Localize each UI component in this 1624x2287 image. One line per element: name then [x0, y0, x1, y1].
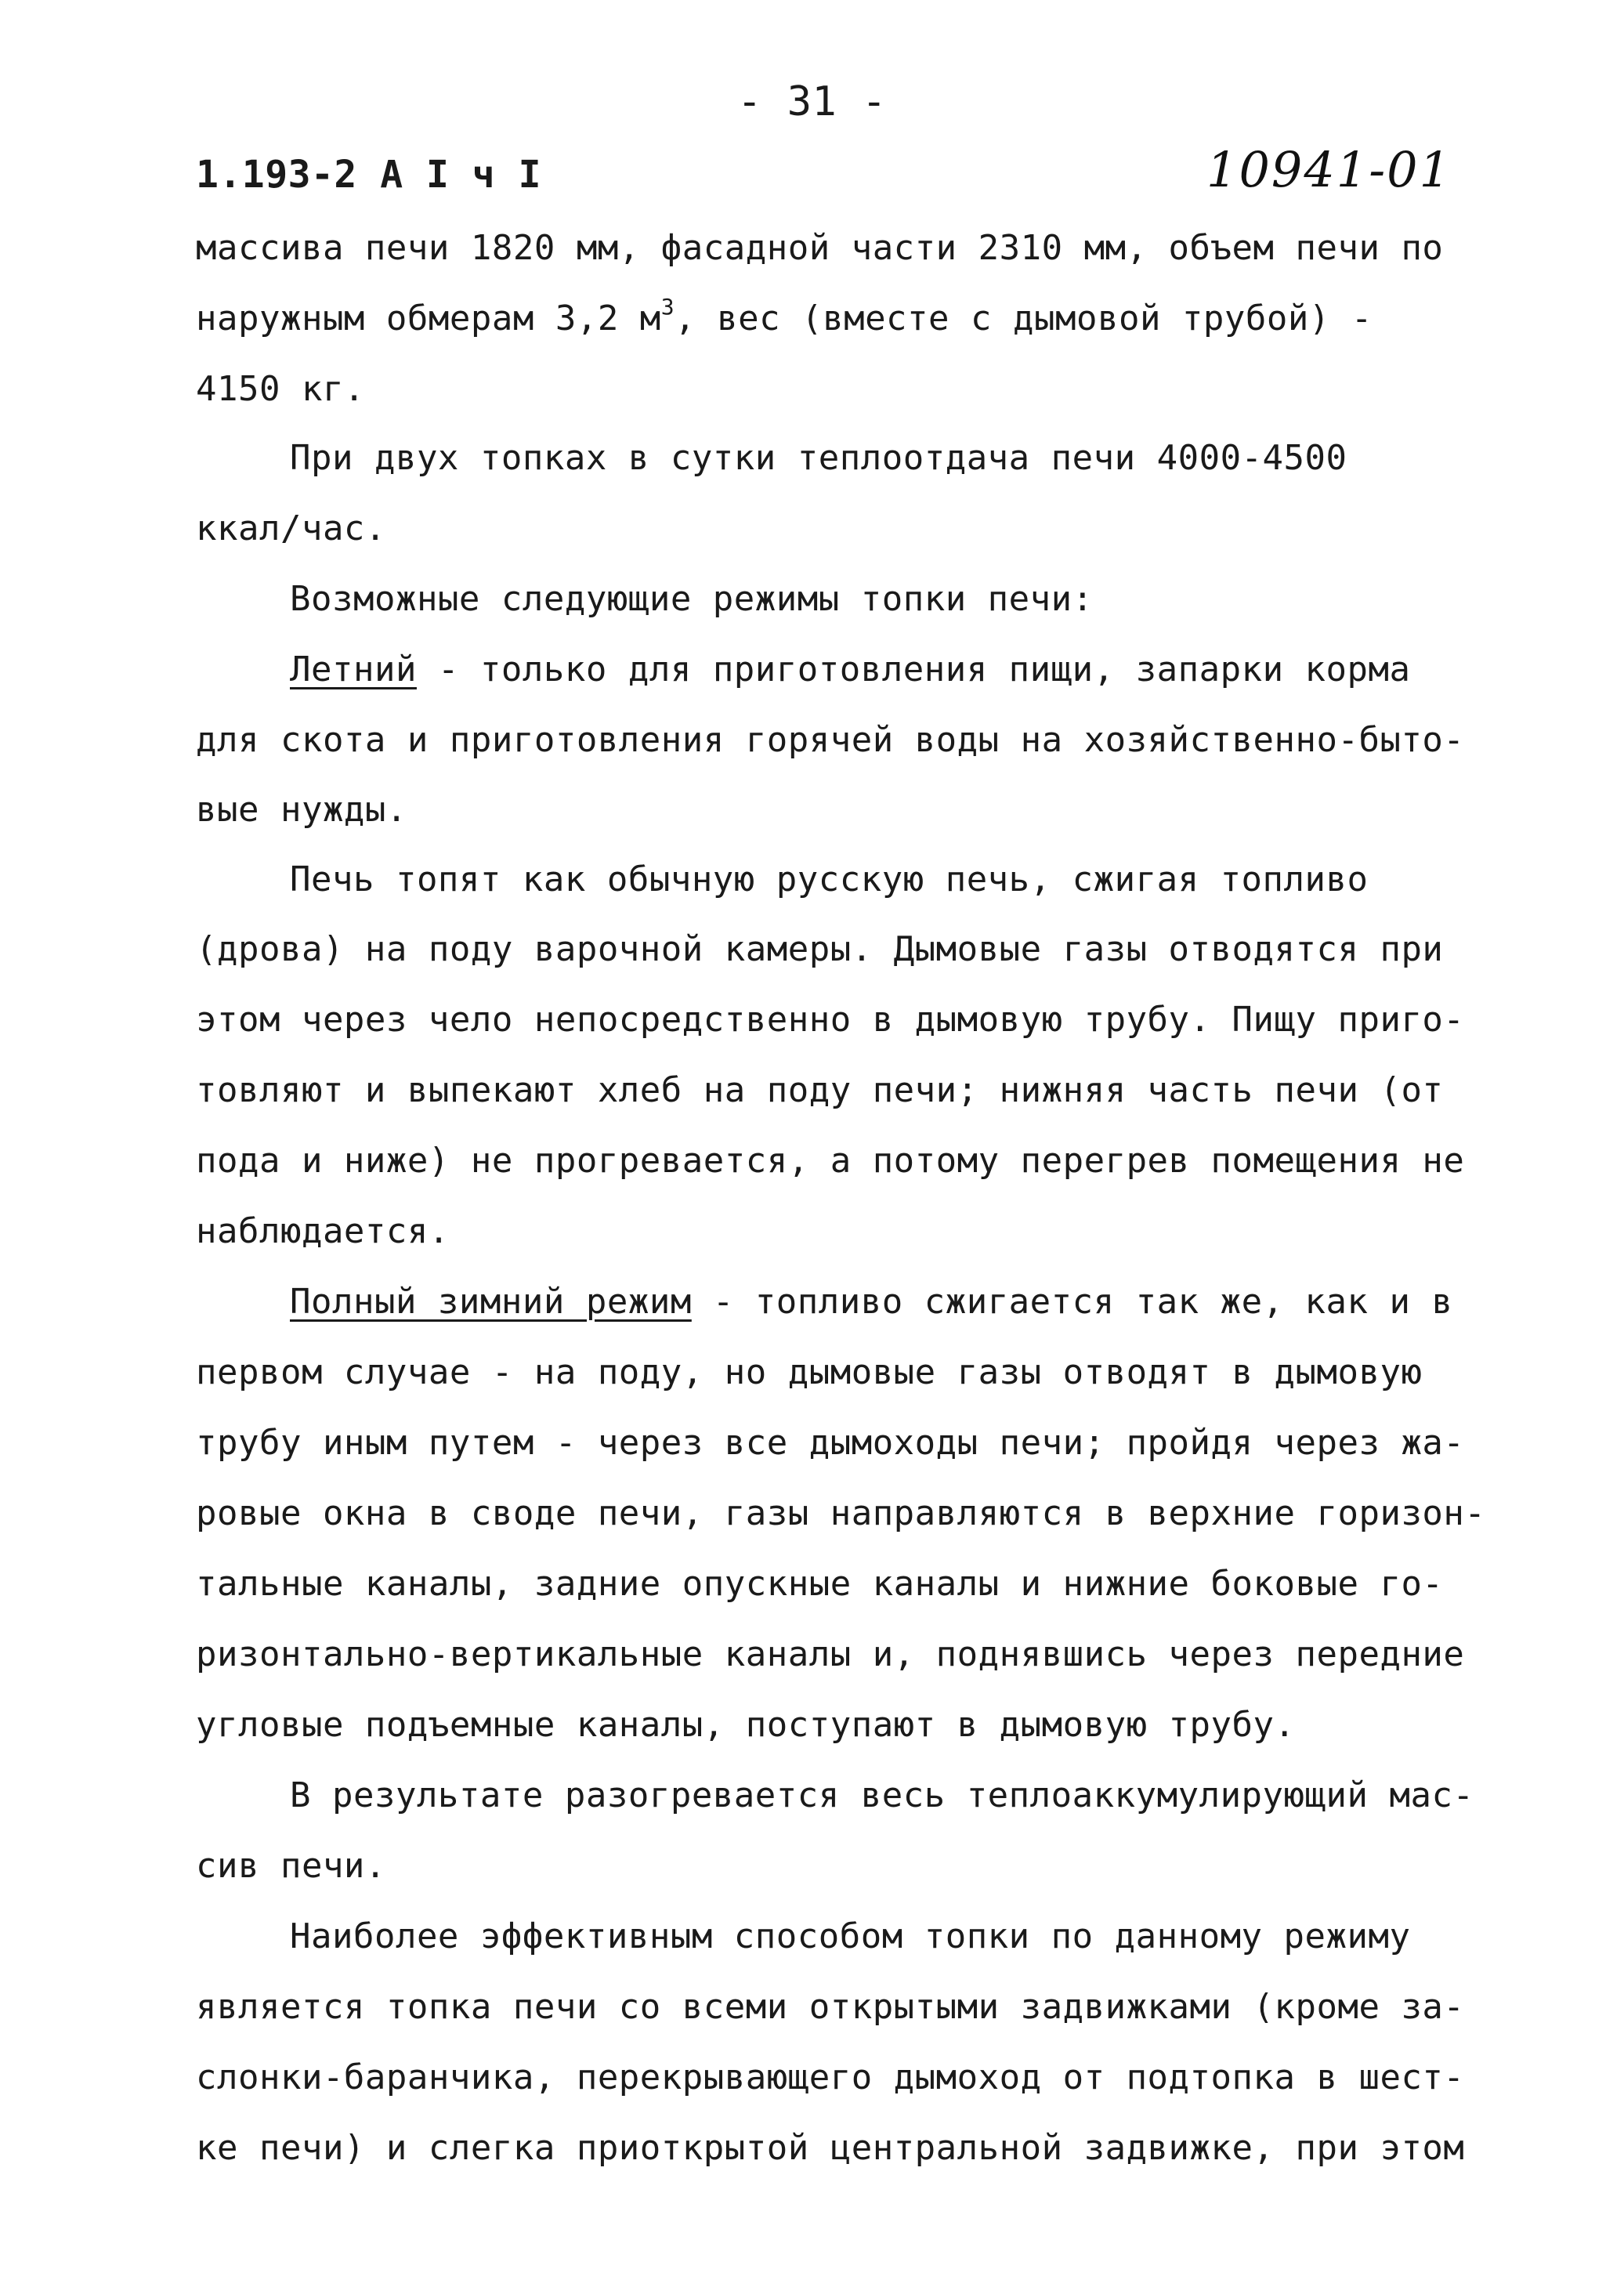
body-line: Возможные следующие режимы топки печи: — [290, 579, 1094, 619]
body-line: товляют и выпекают хлеб на поду печи; нижняя часть печи (от — [196, 1070, 1444, 1110]
body-line: наружным обмерам 3,2 $м^3$, вес (вместе с дымовой трубой) - — [196, 294, 1373, 338]
body-line: Печь топят как обычную русскую печь, сжигая топливо — [290, 859, 1369, 899]
body-line: ккал/час. — [196, 508, 386, 548]
body-line: При двух топках в сутки теплоотдача печи 4000-4500 — [290, 438, 1347, 478]
body-line: ровые окна в своде печи, газы направляются в верхние горизон- — [196, 1493, 1486, 1533]
body-line: массива печи 1820 мм, фасадной части 2310 мм, объем печи по — [196, 228, 1444, 268]
body-line: сив печи. — [196, 1846, 386, 1886]
body-line: ризонтально-вертикальные каналы и, поднявшись через передние — [196, 1634, 1465, 1674]
body-line: для скота и приготовления горячей воды на хозяйственно-быто- — [196, 720, 1465, 760]
body-line: 4150 кг. — [196, 369, 365, 409]
underlined-term: Полный зимний режим — [290, 1282, 692, 1322]
body-line: вые нужды. — [196, 790, 407, 830]
body-line: Полный зимний режим - топливо сжигается так же, как и в — [290, 1282, 1453, 1322]
body-line: трубу иным путем - через все дымоходы печи; пройдя через жа- — [196, 1423, 1465, 1463]
body-line: ке печи) и слегка приоткрытой центральной задвижке, при этом — [196, 2128, 1465, 2168]
body-line: В результате разогревается весь теплоаккумулирующий мас- — [290, 1775, 1474, 1815]
body-line: тальные каналы, задние опускные каналы и нижние боковые го- — [196, 1564, 1444, 1604]
body-line: этом через чело непосредственно в дымовую трубу. Пищу приго- — [196, 1000, 1465, 1040]
body-line: первом случае - на поду, но дымовые газы отводят в дымовую — [196, 1352, 1423, 1392]
superscript: 3 — [660, 294, 675, 320]
underlined-term: Летний — [290, 650, 417, 689]
body-line: пода и ниже) не прогревается, а потому перегрев помещения не — [196, 1141, 1465, 1181]
page-number: - 31 - — [737, 78, 887, 125]
document-code: 1.193-2 А I ч I — [196, 153, 541, 197]
handwritten-document-id: 10941-01 — [1206, 141, 1452, 198]
body-line: (дрова) на поду варочной камеры. Дымовые газы отводятся при — [196, 929, 1444, 969]
body-line: наблюдается. — [196, 1211, 450, 1251]
body-line: слонки-баранчика, перекрывающего дымоход от подтопка в шест- — [196, 2057, 1465, 2097]
body-line: Наиболее эффективным способом топки по данному режиму — [290, 1916, 1411, 1956]
body-line: Летний - только для приготовления пищи, запарки корма — [290, 650, 1411, 689]
body-line: угловые подъемные каналы, поступают в дымовую трубу. — [196, 1705, 1296, 1745]
body-line: является топка печи со всеми открытыми задвижками (кроме за- — [196, 1987, 1465, 2027]
